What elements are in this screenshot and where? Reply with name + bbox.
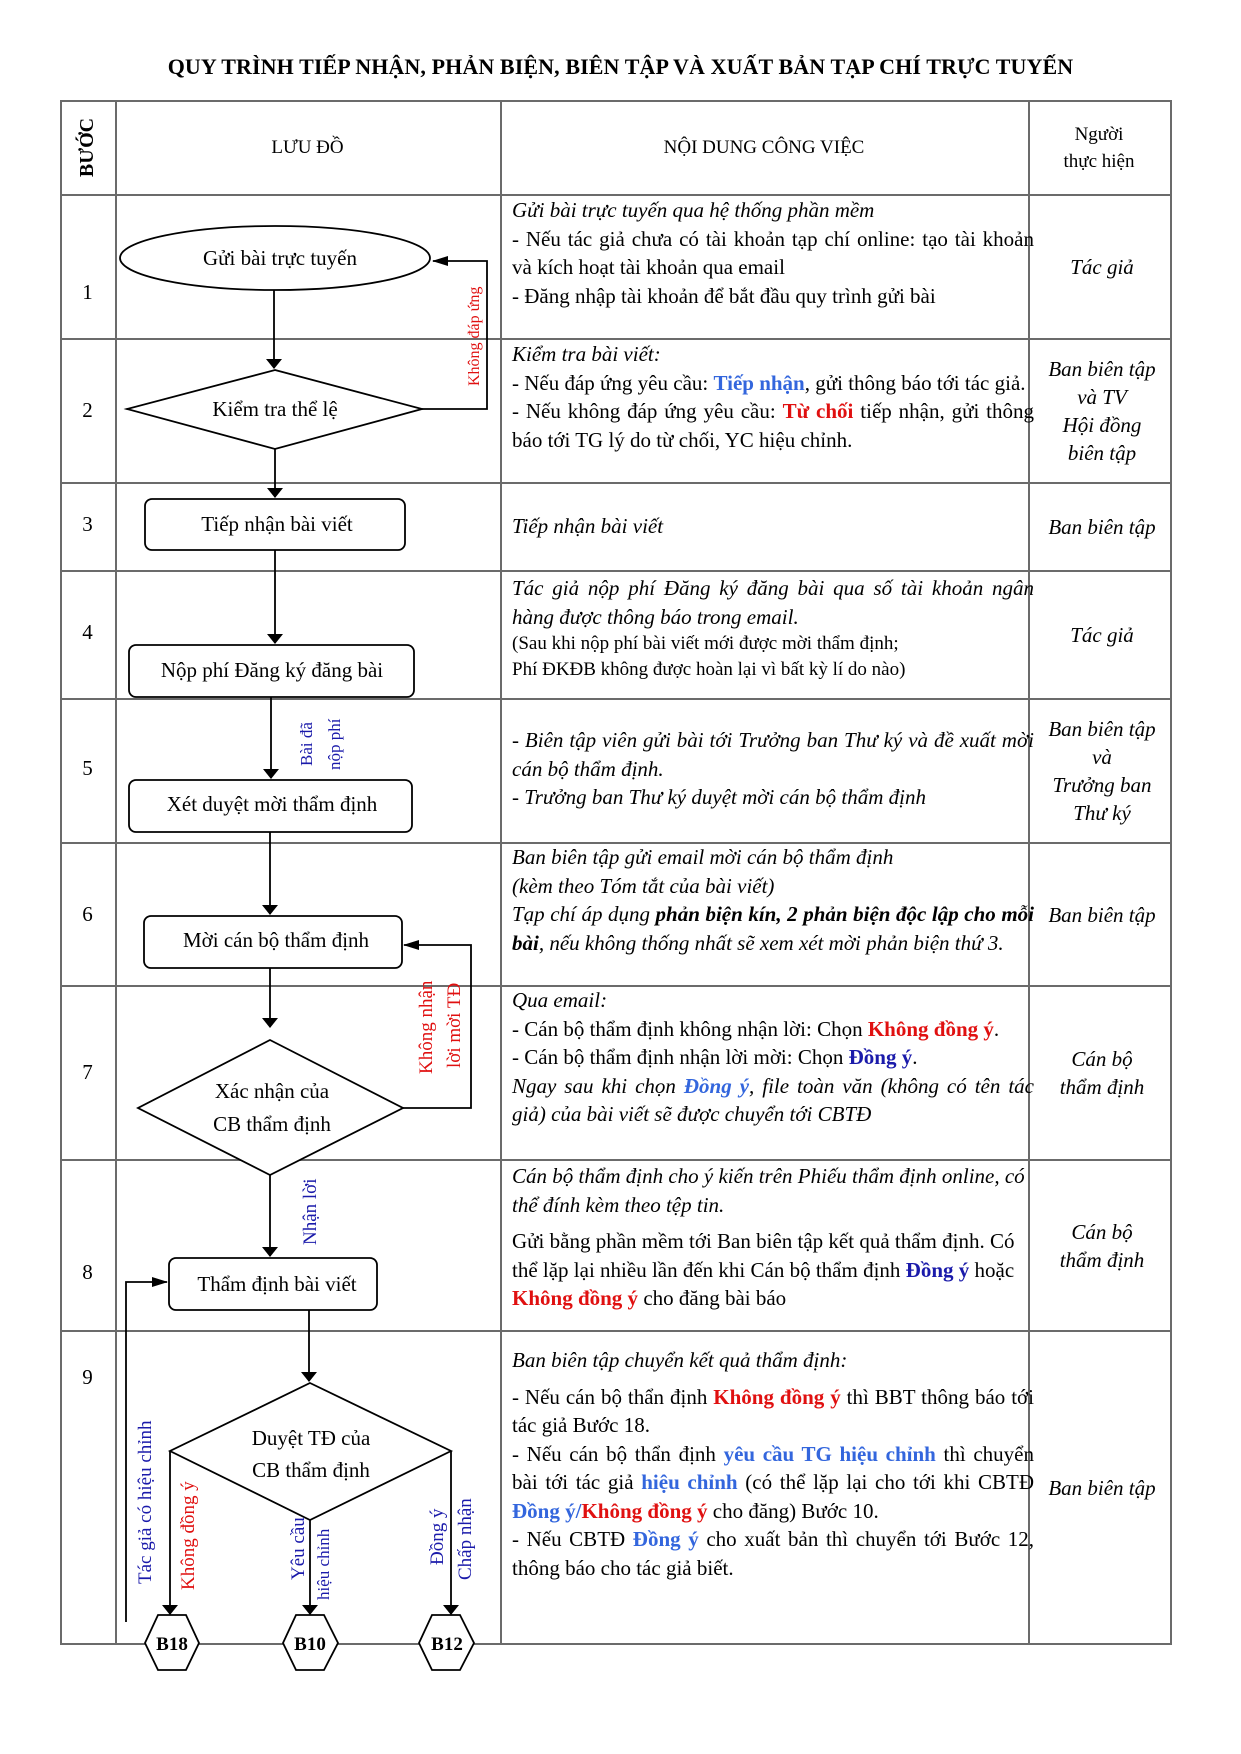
actor-line: Ban biên tập <box>1048 357 1156 381</box>
text: , file toàn văn (không có tên tác giả) của bài viết sẽ được chuyển tới CBTĐ <box>512 1073 1034 1126</box>
content-line: - Biên tập viên gửi bài tới Trưởng ban Thư ký và đề xuất mời cán bộ thẩm định. <box>512 728 1034 781</box>
node-fee-label: Nộp phí Đăng ký đăng bài <box>160 658 384 682</box>
actor-line: Trưởng ban <box>1052 773 1152 797</box>
content-line: - Nếu tác giả chưa có tài khoản tạp chí online: tạo tài khoản và kích hoạt tài khoản qua email <box>512 226 1034 279</box>
step-number: 2 <box>82 398 93 422</box>
actor-line: Cán bộ <box>1071 1219 1133 1244</box>
content-line: Phí ĐKĐB không được hoàn lại vì bất kỳ lí do nào) <box>512 659 906 680</box>
actor-line: thẩm định <box>1059 1075 1145 1099</box>
text: cho đăng bài báo <box>638 1286 787 1310</box>
text: Tạp chí áp dụng <box>512 902 656 926</box>
text: - Nếu đáp ứng yêu cầu: <box>512 370 714 395</box>
content-line: Ban biên tập chuyển kết quả thẩm định: <box>512 1348 848 1372</box>
actor-line: Hội đồng <box>1062 413 1142 437</box>
header-content: NỘI DUNG CÔNG VIỆC <box>663 136 865 158</box>
actor-line: biên tập <box>1067 441 1137 465</box>
step-number: 3 <box>82 512 93 536</box>
text: . <box>912 1045 918 1069</box>
actor-line: Tác giả <box>1070 623 1134 647</box>
text: - Cán bộ thẩm định không nhận lời: Chọn <box>512 1016 868 1041</box>
text: tiếp nhận, gửi thông báo tới TG lý do từ chối, YC hiệu chỉnh. <box>512 399 1034 452</box>
node-check-label: Kiểm tra thể lệ <box>212 397 338 421</box>
content-line: (kèm theo Tóm tắt của bài viết) <box>512 873 775 898</box>
text: Gửi bằng phần mềm tới Ban biên tập kết quả thẩm định. Có thể lặp lại nhiều lần đến khi Cán bộ thẩm định <box>512 1229 1015 1282</box>
step-number: 5 <box>82 756 93 780</box>
label-revise-2: hiệu chỉnh <box>314 1528 333 1600</box>
actor-line: Ban biên tập <box>1048 902 1156 927</box>
header-flowchart: LƯU ĐỒ <box>271 136 344 158</box>
text: - Nếu cán bộ thẩn định <box>512 1384 714 1409</box>
actor-line: thẩm định <box>1059 1247 1145 1272</box>
content-line: Cán bộ thẩm định cho ý kiến trên Phiếu thẩm định online, có thể đính kèm theo tệp tin. <box>512 1164 1025 1217</box>
actor-line: Ban biên tập <box>1048 515 1156 539</box>
keyword-disagree: Không đồng ý <box>512 1286 639 1310</box>
label-paid-1: Bài đã <box>297 722 316 766</box>
label-revise-1: Yêu cầu <box>288 1517 309 1580</box>
keyword-agree: Đồng ý <box>632 1527 699 1551</box>
text: (có thể lặp lại cho tới khi CBTĐ <box>737 1470 1034 1494</box>
node-submit-label: Gửi bài trực tuyến <box>203 246 357 270</box>
step-number: 9 <box>82 1365 93 1389</box>
keyword-revise: yêu cầu TG hiệu chỉnh <box>723 1441 936 1466</box>
node-decide-label-1: Duyệt TĐ của <box>251 1426 371 1450</box>
content-line: (Sau khi nộp phí bài viết mới được mời thẩm định; <box>512 633 899 654</box>
content-line: Kiểm tra bài viết: <box>512 342 661 366</box>
node-confirm-label-2: CB thẩm định <box>213 1112 331 1136</box>
keyword-disagree: Không đồng ý <box>713 1384 841 1409</box>
node-approve-label: Xét duyệt mời thẩm định <box>166 792 378 816</box>
node-invite-label: Mời cán bộ thẩm định <box>182 928 370 952</box>
keyword-agree: Đồng ý <box>905 1257 970 1282</box>
header-actor-line2: thực hiện <box>1063 150 1135 172</box>
header-step-label: BƯỚC <box>76 117 99 178</box>
text: cho xuất bản thì chuyển tới Bước 12, thông báo cho tác giả biết. <box>512 1527 1034 1580</box>
step-number: 1 <box>82 280 93 304</box>
actor-line: và <box>1092 745 1112 769</box>
connector-b10-label: B10 <box>294 1634 326 1655</box>
page-title: QUY TRÌNH TIẾP NHẬN, PHẢN BIỆN, BIÊN TẬP VÀ XUẤT BẢN TẠP CHÍ TRỰC TUYẾN <box>167 54 1074 79</box>
text: , nếu không thống nhất sẽ xem xét mời phản biện thứ 3. <box>538 930 1004 955</box>
content-line: Ban biên tập gửi email mời cán bộ thẩm định <box>512 845 894 869</box>
content-line: Qua email: <box>512 988 608 1012</box>
text: - Nếu không đáp ứng yêu cầu: <box>512 399 783 423</box>
actor-line: Ban biên tập <box>1048 1475 1156 1500</box>
text: cho đăng) Bước 10. <box>707 1498 879 1523</box>
text: thì BBT thông báo tới tác giả Bước 18. <box>512 1384 1034 1437</box>
keyword-agree: Đồng ý <box>683 1073 750 1098</box>
actor-line: Cán bộ <box>1071 1047 1133 1071</box>
text: . <box>993 1016 1000 1041</box>
text: - Nếu cán bộ thẩn định <box>512 1441 724 1466</box>
node-review-label: Thẩm định bài viết <box>197 1272 357 1296</box>
label-not-meet: Không đáp ứng <box>466 286 483 386</box>
keyword-accept: Tiếp nhận <box>713 370 805 395</box>
text: hoặc <box>969 1257 1015 1282</box>
text: thì chuyển bài tới tác giả <box>512 1441 1035 1494</box>
keyword-agree: Đồng ý <box>512 1498 576 1523</box>
text: , gửi thông báo tới tác giả. <box>804 370 1026 395</box>
text: - Nếu CBTĐ <box>512 1527 633 1551</box>
label-disagree: Không đồng ý <box>178 1481 199 1590</box>
step-number: 4 <box>82 620 93 644</box>
actor-line: Thư ký <box>1073 801 1131 825</box>
step-number: 8 <box>82 1260 93 1284</box>
text: - Cán bộ thẩm định nhận lời mời: Chọn <box>512 1045 849 1069</box>
label-agree-1: Đồng ý <box>427 1508 448 1565</box>
node-decide <box>170 1383 451 1520</box>
actor-line: Tác giả <box>1070 255 1134 279</box>
header-actor-line1: Người <box>1074 123 1124 145</box>
actor-line: Ban biên tập <box>1048 717 1156 741</box>
node-decide-label-2: CB thẩm định <box>252 1458 370 1482</box>
keyword-reject: Từ chối <box>782 399 854 423</box>
connector-b18-label: B18 <box>156 1634 188 1655</box>
node-confirm <box>138 1040 403 1175</box>
text: Ngay sau khi chọn <box>512 1073 684 1098</box>
keyword-blind-review: phản biện kín, 2 phản biện độc lập cho mỗi bài <box>512 902 1034 955</box>
content-line: Tiếp nhận bài viết <box>512 514 664 538</box>
content-line: Tác giả nộp phí Đăng ký đăng bài qua số tài khoản ngân hàng được thông báo trong email. <box>512 576 1034 629</box>
keyword-agree: Đồng ý <box>848 1045 913 1069</box>
label-agree-2: Chấp nhận <box>455 1498 476 1580</box>
node-confirm-label-1: Xác nhận của <box>214 1079 330 1103</box>
keyword-revise: hiệu chỉnh <box>641 1470 738 1494</box>
label-decline-1: Không nhận <box>416 980 437 1074</box>
step-number: 6 <box>82 902 93 926</box>
slash: / <box>575 1498 582 1523</box>
content-line: - Đăng nhập tài khoản để bắt đầu quy trình gửi bài <box>512 283 936 308</box>
content-line: Gửi bài trực tuyến qua hệ thống phần mềm <box>512 198 875 222</box>
keyword-disagree: Không đồng ý <box>581 1498 708 1523</box>
label-decline-2: lời mời TĐ <box>444 982 465 1068</box>
actor-line: và TV <box>1077 385 1127 409</box>
keyword-disagree: Không đồng ý <box>867 1016 994 1041</box>
label-paid-2: nộp phí <box>325 718 344 770</box>
label-revised: Tác giả có hiệu chỉnh <box>135 1420 156 1584</box>
step-number: 7 <box>82 1060 93 1084</box>
connector-b12-label: B12 <box>431 1634 463 1655</box>
node-receive-label: Tiếp nhận bài viết <box>201 512 353 536</box>
label-accept: Nhận lời <box>300 1178 321 1245</box>
content-line: - Trưởng ban Thư ký duyệt mời cán bộ thẩm định <box>512 785 926 809</box>
